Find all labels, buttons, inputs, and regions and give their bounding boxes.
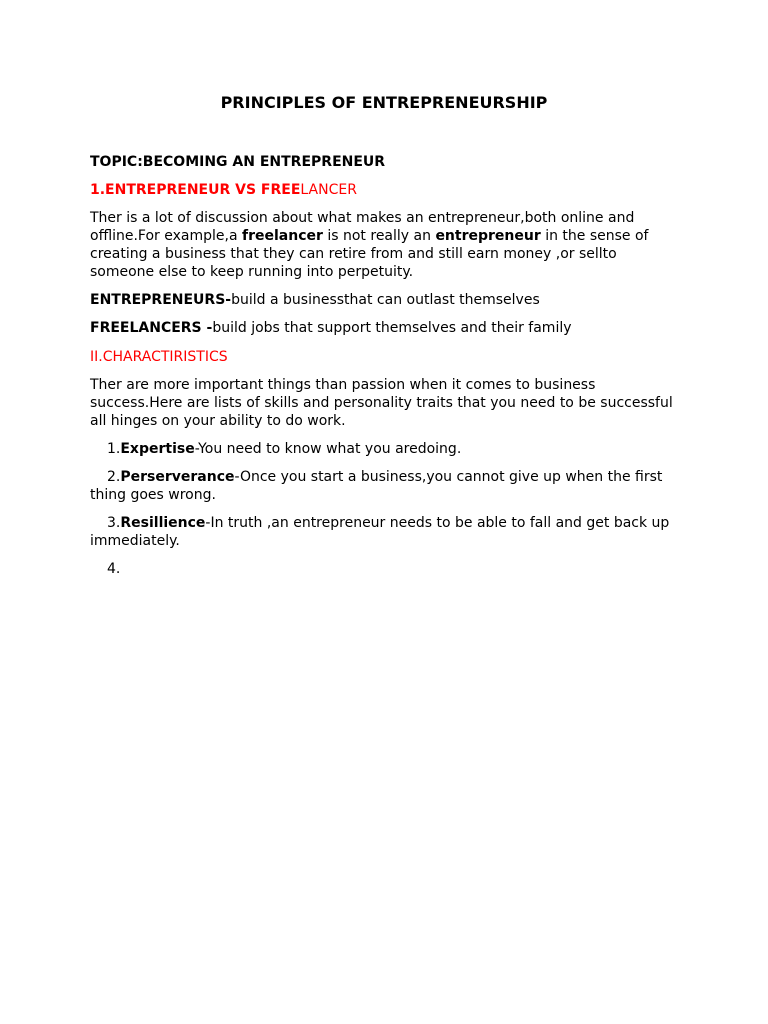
list-item-number: 1. bbox=[107, 441, 121, 457]
list-item-number: 3. bbox=[107, 515, 121, 531]
definition-freelancers bbox=[90, 319, 690, 337]
definition-term: FREELANCERS - bbox=[90, 320, 213, 336]
list-item-number: 2. bbox=[107, 469, 121, 485]
section-heading-entrepreneur-vs-freelancer bbox=[90, 181, 690, 199]
intro-text-3: in the sense of creating a business that they can retire from and still earn money ,or sellto someone else to keep running into perpetuity. bbox=[90, 228, 649, 280]
section-heading-characteristics: II.CHARACTIRISTICS bbox=[90, 349, 228, 365]
section-heading-bold-part: 1.ENTREPRENEUR VS FREE bbox=[90, 182, 301, 198]
definition-entrepreneurs bbox=[90, 291, 690, 309]
list-item bbox=[90, 514, 675, 550]
topic-line: TOPIC:BECOMING AN ENTREPRENEUR bbox=[90, 154, 386, 170]
list-item-term: Perserverance bbox=[120, 469, 235, 485]
list-item-number: 4. bbox=[107, 561, 121, 577]
list-item-text: -You need to know what you aredoing. bbox=[194, 441, 462, 457]
characteristics-intro-paragraph: Ther are more important things than passion when it comes to business success.Here are lists of skills and personality traits that you need to be successful all hinges on your ability to do work. bbox=[90, 377, 673, 429]
list-item-term: Resillience bbox=[120, 515, 206, 531]
intro-text-1: Ther is a lot of discussion about what makes an entrepreneur,both online and offline.For example,a bbox=[90, 210, 635, 244]
definition-text: build jobs that support themselves and their family bbox=[212, 320, 572, 336]
list-item bbox=[90, 560, 707, 578]
list-item-text: -Once you start a business,you cannot give up when the first thing goes wrong. bbox=[90, 469, 663, 503]
definition-term: ENTREPRENEURS- bbox=[90, 292, 232, 308]
list-item-text: -In truth ,an entrepreneur needs to be able to fall and get back up immediately. bbox=[90, 515, 670, 549]
intro-term-entrepreneur: entrepreneur bbox=[435, 228, 541, 244]
list-item bbox=[90, 468, 675, 504]
document-title: PRINCIPLES OF ENTREPRENEURSHIP bbox=[220, 93, 548, 112]
section-heading-regular-part: LANCER bbox=[300, 182, 357, 198]
list-item bbox=[90, 440, 707, 458]
intro-paragraph bbox=[90, 209, 682, 281]
definition-text: build a businessthat can outlast themselves bbox=[231, 292, 540, 308]
list-item-term: Expertise bbox=[120, 441, 195, 457]
intro-text-2: is not really an bbox=[322, 228, 436, 244]
intro-term-freelancer: freelancer bbox=[242, 228, 323, 244]
